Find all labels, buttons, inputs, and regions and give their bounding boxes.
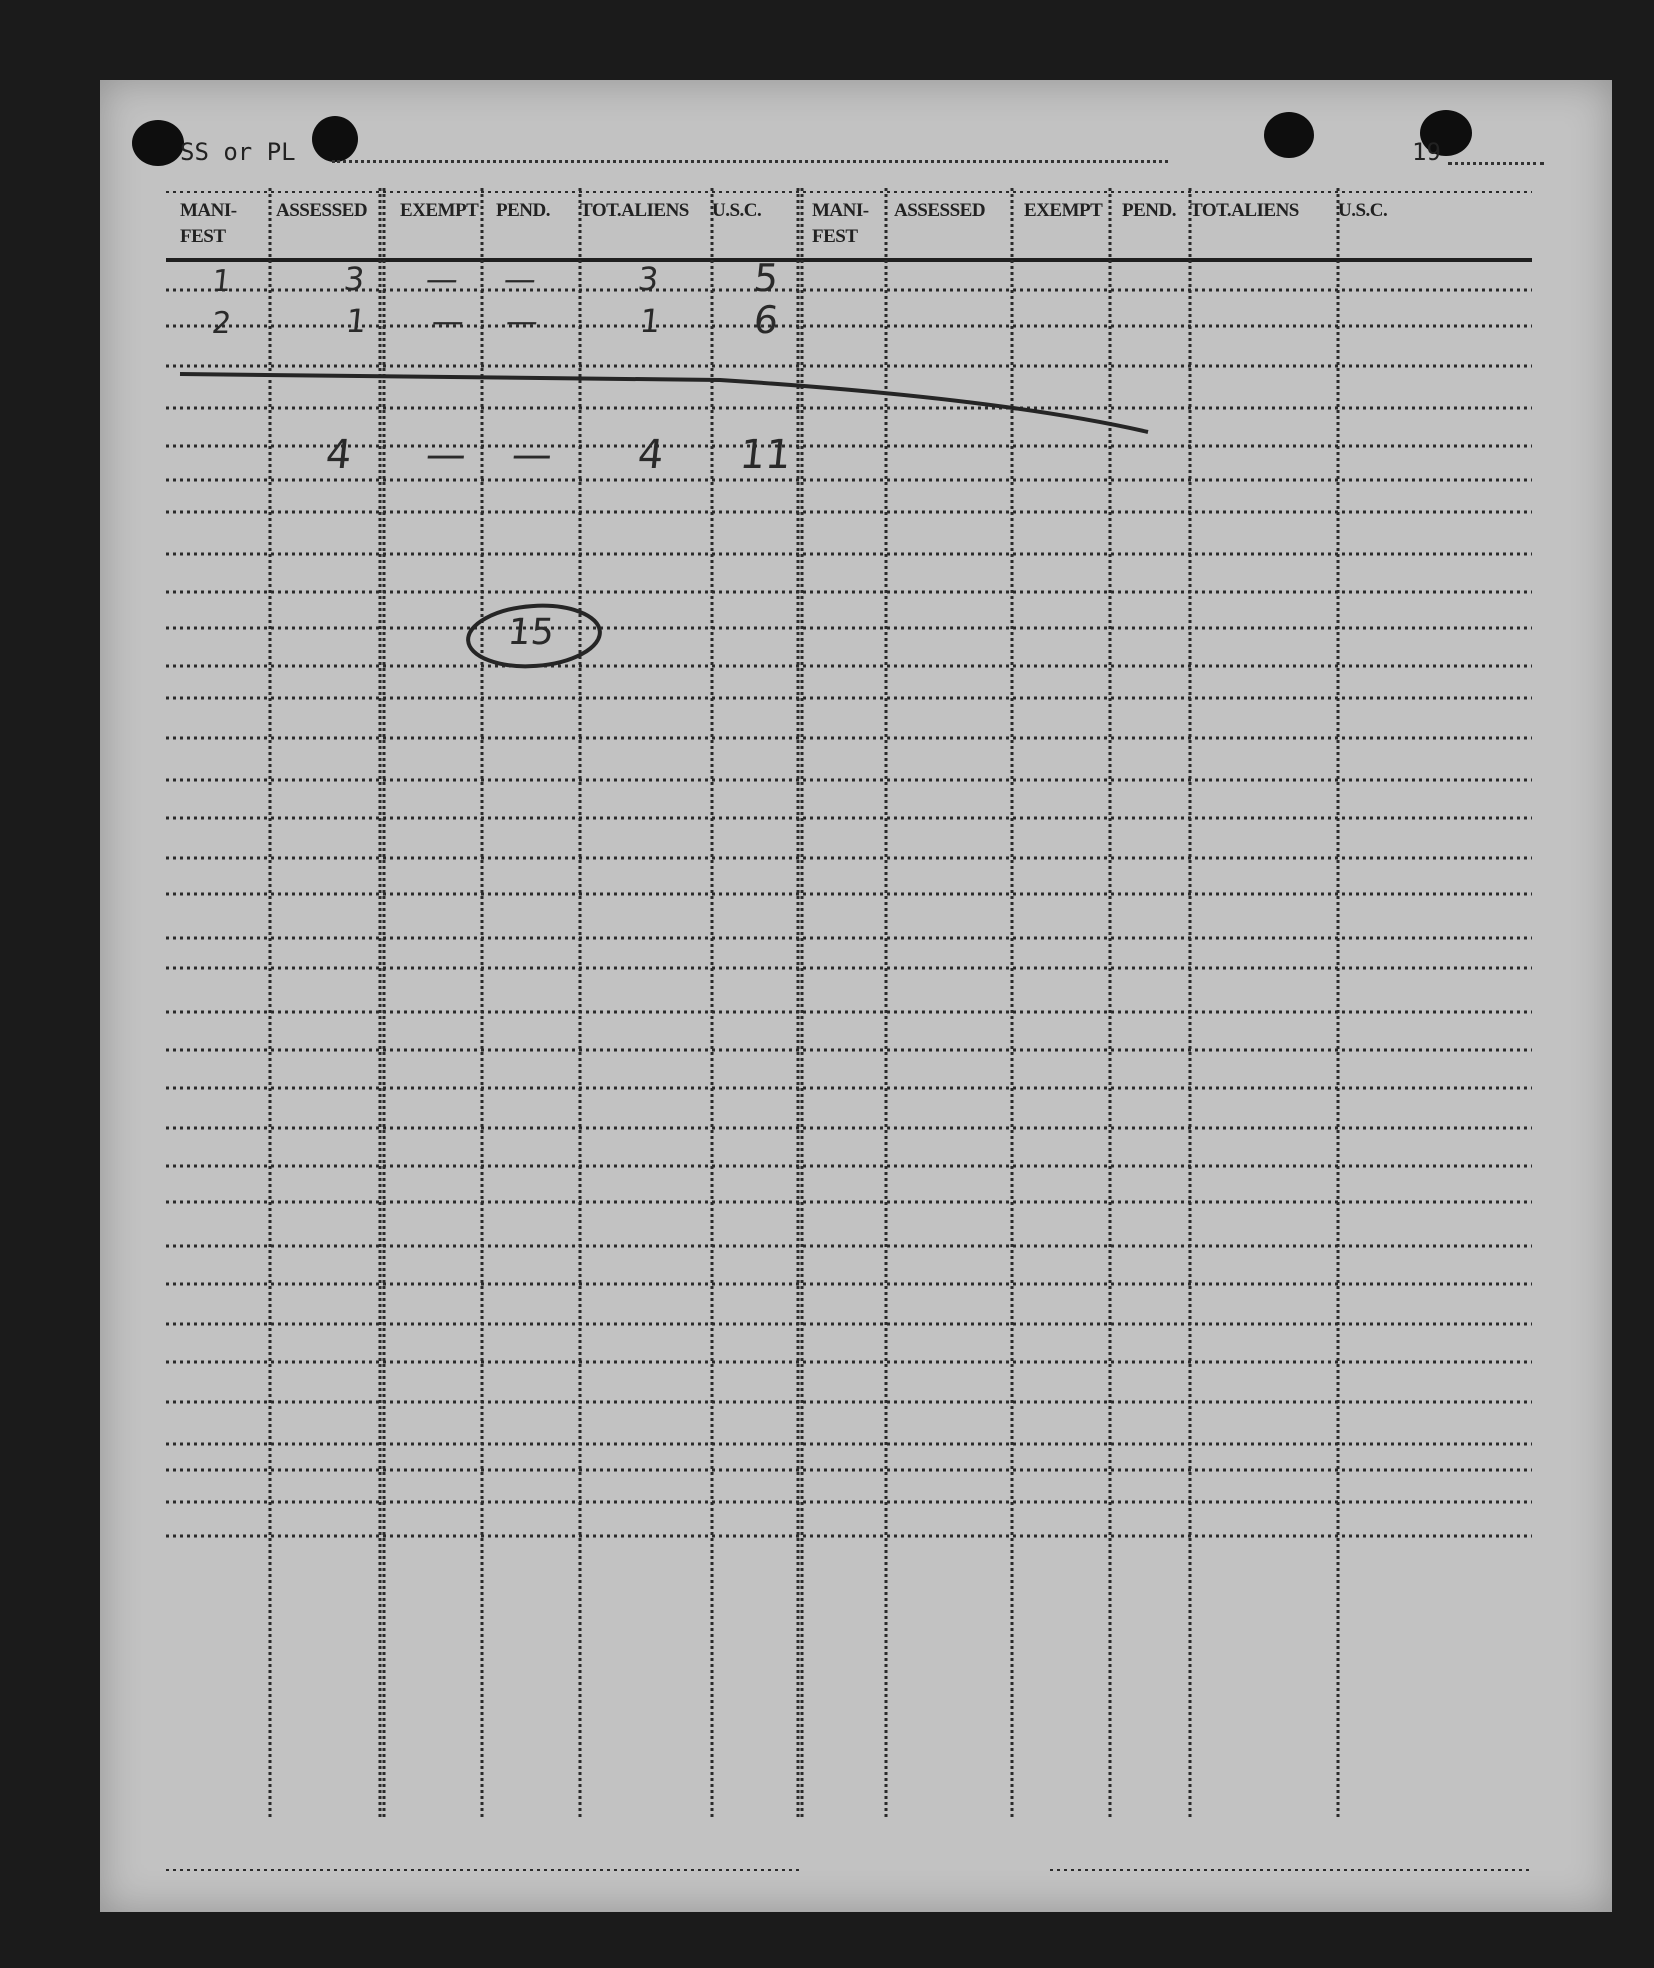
document-sheet (100, 80, 1612, 1912)
row2-manifest: 2 (210, 306, 233, 341)
col-header-tot-aliens-left: TOT.ALIENS (580, 200, 689, 221)
col-header-exempt-right: EXEMPT (1024, 200, 1103, 221)
row1-usc: 5 (751, 256, 781, 300)
punch-hole-3 (1264, 112, 1314, 158)
col-header-assessed-right: ASSESSED (894, 200, 986, 221)
total-exempt: — (423, 432, 469, 478)
pen-sum-line (180, 374, 1148, 432)
col-header-tot-aliens-right: TOT.ALIENS (1190, 200, 1299, 221)
total-usc: 11 (737, 432, 794, 478)
col-header-usc-left: U.S.C. (712, 200, 762, 221)
row1-pend: — (502, 260, 538, 298)
row1-exempt: — (424, 260, 460, 298)
col-header-usc-right: U.S.C. (1338, 200, 1388, 221)
total-pend: — (509, 432, 555, 478)
punch-hole-2 (312, 116, 358, 162)
row2-usc: 6 (751, 298, 781, 342)
col-header-pend-right: PEND. (1122, 200, 1176, 221)
ruled-grid (100, 80, 1612, 1912)
row2-assessed: 1 (344, 302, 369, 340)
vessel-fill-line (332, 160, 1168, 163)
row1-assessed: 3 (342, 260, 367, 298)
row2-exempt: — (430, 302, 466, 340)
circled-total: 15 (505, 612, 556, 653)
year-label: 19 (1412, 138, 1441, 166)
row2-pend: — (504, 302, 540, 340)
col-header-assessed-left: ASSESSED (276, 200, 368, 221)
row2-tot-aliens: 1 (638, 302, 663, 340)
year-fill-line (1448, 162, 1544, 165)
total-tot-aliens: 4 (635, 432, 666, 478)
total-assessed: 4 (323, 432, 354, 478)
col-header-exempt-left: EXEMPT (400, 200, 479, 221)
row1-manifest: 1 (210, 264, 233, 299)
col-header-manifest-right: MANI- FEST (812, 200, 869, 247)
punch-hole-1 (132, 120, 184, 166)
col-header-manifest-left: MANI- FEST (180, 200, 237, 247)
vessel-label: SS or PL (180, 138, 296, 166)
col-header-pend-left: PEND. (496, 200, 550, 221)
row1-tot-aliens: 3 (636, 260, 661, 298)
